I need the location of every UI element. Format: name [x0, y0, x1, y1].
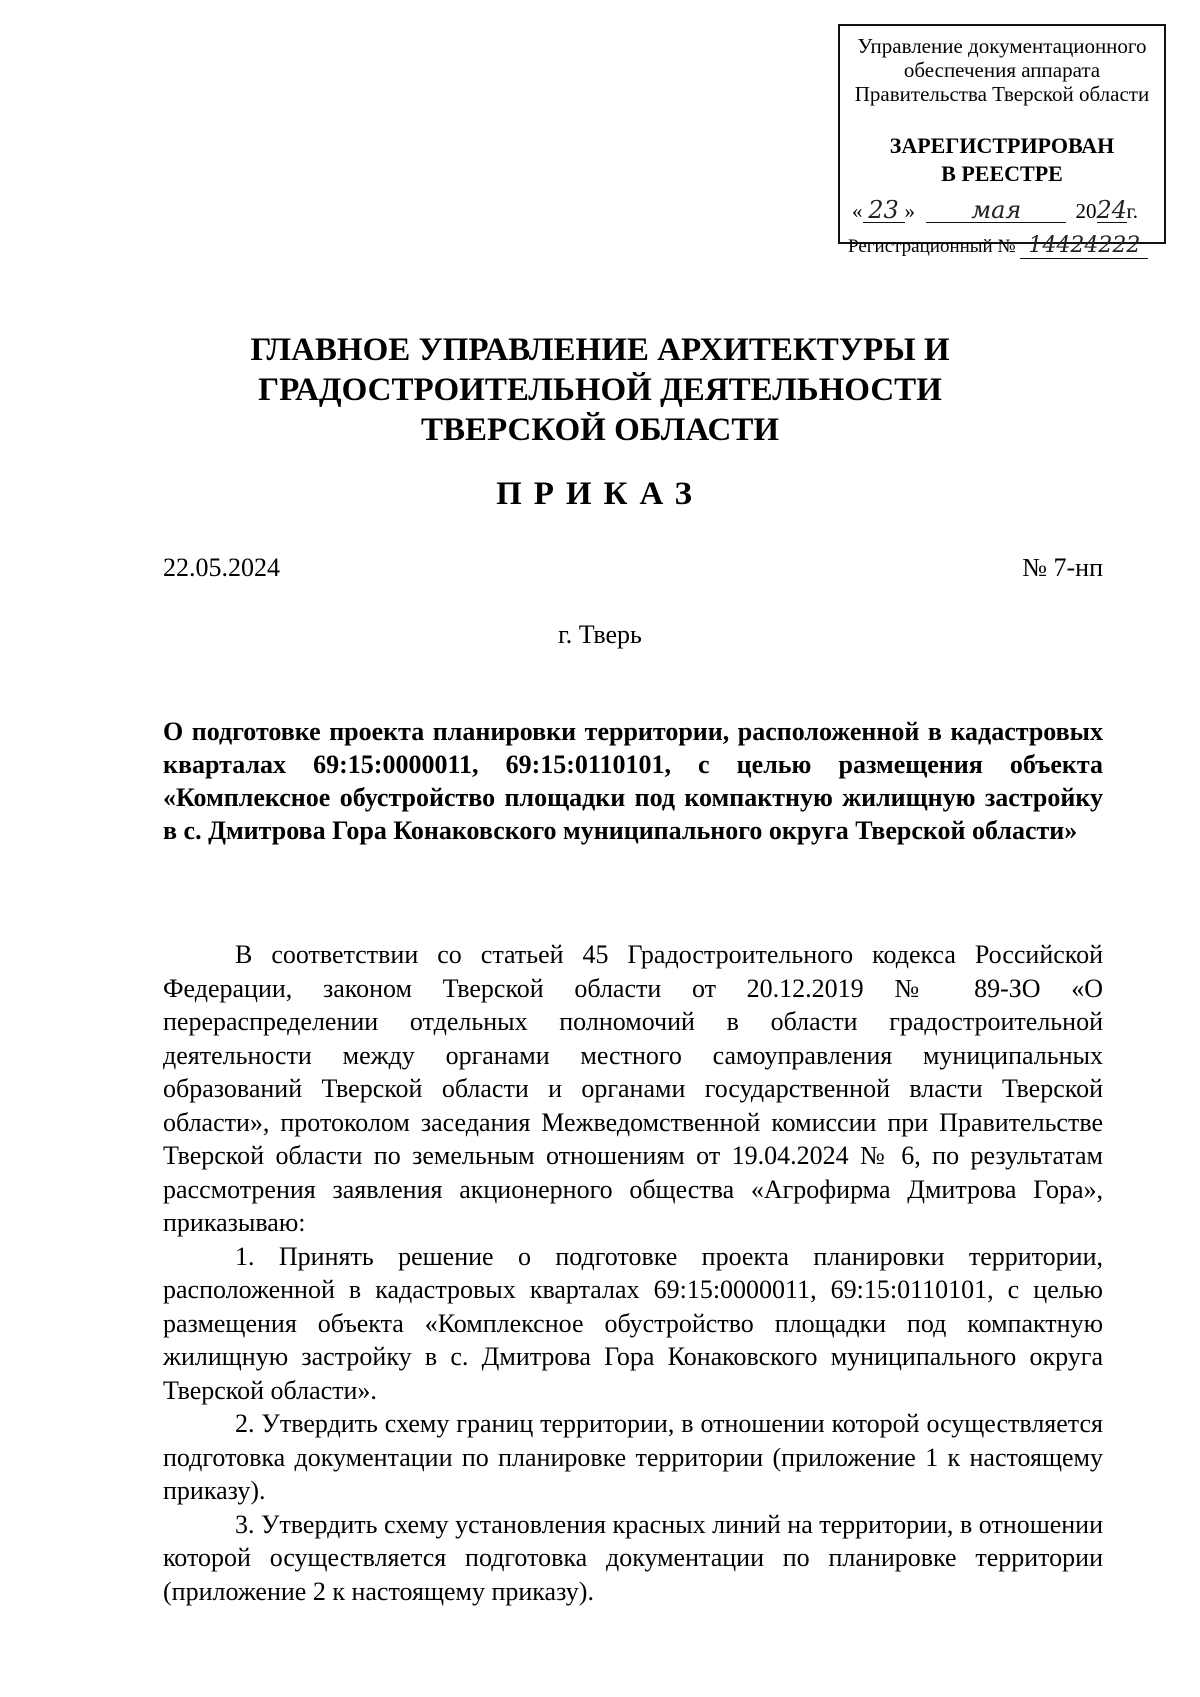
stamp-date-day: 23 — [863, 198, 905, 223]
stamp-dept-line: Правительства Тверской области — [854, 82, 1150, 106]
stamp-registered — [846, 132, 1158, 188]
stamp-date-year-suffix: 24 — [1096, 196, 1128, 224]
stamp-registered-line: ЗАРЕГИСТРИРОВАН — [889, 133, 1115, 158]
stamp-department — [846, 34, 1158, 106]
order-item: 3. Утвердить схему установления красных линий на территории, в отношении которой осуществляется подготовка документации по планировке территории (приложение 2 к настоящему приказу). — [163, 1509, 1103, 1606]
document-date: 22.05.2024 — [163, 553, 280, 582]
stamp-reg-label: Регистрационный № — [848, 236, 1016, 257]
agency-title-line: ГРАДОСТРОИТЕЛЬНОЙ ДЕЯТЕЛЬНОСТИ — [258, 372, 942, 408]
agency-title-line: ГЛАВНОЕ УПРАВЛЕНИЕ АРХИТЕКТУРЫ И — [250, 332, 950, 368]
order-item: 1. Принять решение о подготовке проекта планировки территории, расположенной в кадастровых кварталах 69:15:0000011, 69:15:0110101, с целью размещения объекта «Комплексное обустройство площадки под компактную жилищную застройку в с. Дмитрова Гора Конаковского муниципального округа Тверской области». — [163, 1241, 1103, 1405]
stamp-reg-number — [848, 234, 1158, 259]
preamble-paragraph: В соответствии со статьей 45 Градостроительного кодекса Российской Федерации, законом Тверской области от 20.12.2019 № 89-ЗО «О перераспределении отдельных полномочий в области градостроительной деятельности между органами местного самоуправления муниципальных образований Тверской области и органами государственной власти Тверской области», протоколом заседания Межведомственной комиссии при Правительстве Тверской области по земельным отношениям от 19.04.2024 № 6, по результатам рассмотрения заявления акционерного общества «Агрофирма Дмитрова Гора», приказываю: — [163, 940, 1103, 1237]
stamp-registered-line: В РЕЕСТРЕ — [941, 161, 1063, 186]
stamp-quote-open: « — [852, 199, 863, 223]
registration-stamp — [838, 24, 1166, 258]
stamp-dept-line: обеспечения аппарата — [903, 58, 1101, 82]
document-body — [163, 938, 1103, 1608]
order-item: 2. Утвердить схему границ территории, в отношении которой осуществляется подготовка документации по планировке территории (приложение 1 к настоящему приказу). — [163, 1409, 1103, 1505]
stamp-date-year-unit: г. — [1126, 199, 1138, 223]
agency-title — [150, 330, 1050, 450]
stamp-quote-close: » — [904, 199, 915, 223]
agency-title-line: ТВЕРСКОЙ ОБЛАСТИ — [420, 412, 780, 448]
document-city: г. Тверь — [558, 620, 642, 649]
stamp-dept-line: Управление документационного — [857, 34, 1147, 58]
stamp-date-year-prefix: 20 — [1075, 199, 1097, 223]
stamp-date-month: мая — [926, 198, 1066, 223]
stamp-date — [852, 198, 1158, 226]
document-number: № 7-нп — [1022, 553, 1103, 582]
document-subject: О подготовке проекта планировки территории, расположенной в кадастровых кварталах 69:15:0000011, 69:15:0110101, с целью размещения объекта «Комплексное обустройство площадки под компактную жилищную застройку в с. Дмитрова Гора Конаковского муниципального округа Тверской области» — [163, 717, 1103, 845]
document-type: ПРИКАЗ — [496, 476, 704, 512]
stamp-reg-value: 14424222 — [1020, 234, 1148, 259]
